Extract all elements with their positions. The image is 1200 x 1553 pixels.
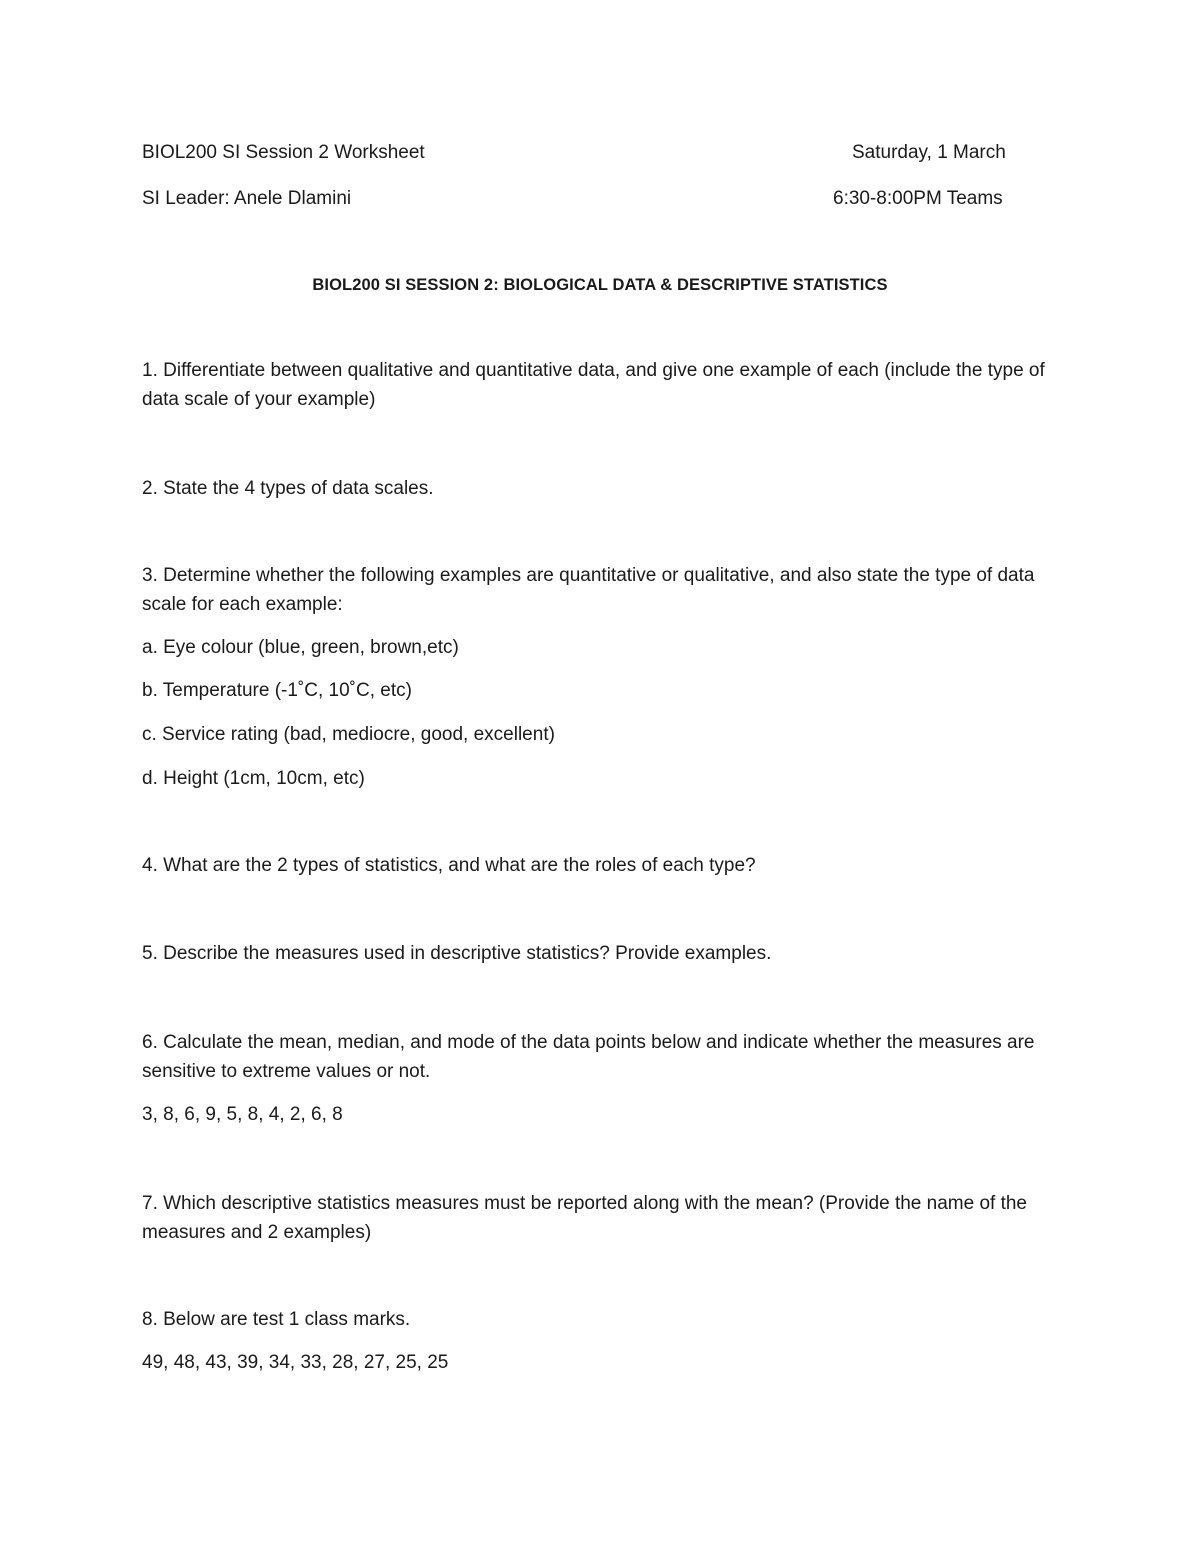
- question-3: 3. Determine whether the following examples are quantitative or qualitative, and also state the type of data scale for each example:: [142, 565, 1035, 615]
- question-3b: b. Temperature (-1˚C, 10˚C, etc): [142, 680, 412, 701]
- page-title: BIOL200 SI SESSION 2: BIOLOGICAL DATA & DESCRIPTIVE STATISTICS: [312, 276, 888, 294]
- question-3a: a. Eye colour (blue, green, brown,etc): [142, 637, 459, 658]
- question-7: 7. Which descriptive statistics measures must be reported along with the mean? (Provide the name of the measures and 2 examples): [142, 1193, 1027, 1243]
- session-time-venue: 6:30-8:00PM Teams: [833, 188, 1003, 209]
- question-3d: d. Height (1cm, 10cm, etc): [142, 768, 365, 789]
- session-date: Saturday, 1 March: [852, 142, 1006, 163]
- question-3c: c. Service rating (bad, mediocre, good, excellent): [142, 724, 555, 745]
- question-8: 8. Below are test 1 class marks.: [142, 1309, 411, 1330]
- question-4: 4. What are the 2 types of statistics, and what are the roles of each type?: [142, 855, 756, 876]
- question-2: 2. State the 4 types of data scales.: [142, 478, 434, 499]
- question-5: 5. Describe the measures used in descriptive statistics? Provide examples.: [142, 943, 772, 964]
- worksheet-title: BIOL200 SI Session 2 Worksheet: [142, 142, 425, 163]
- question-6: 6. Calculate the mean, median, and mode of the data points below and indicate whether the measures are sensitive to extreme values or not.: [142, 1032, 1035, 1082]
- question-8-data: 49, 48, 43, 39, 34, 33, 28, 27, 25, 25: [142, 1352, 449, 1373]
- si-leader: SI Leader: Anele Dlamini: [142, 188, 352, 209]
- question-1: 1. Differentiate between qualitative and quantitative data, and give one example of each (include the type of data scale of your example): [142, 360, 1045, 410]
- question-6-data: 3, 8, 6, 9, 5, 8, 4, 2, 6, 8: [142, 1104, 343, 1125]
